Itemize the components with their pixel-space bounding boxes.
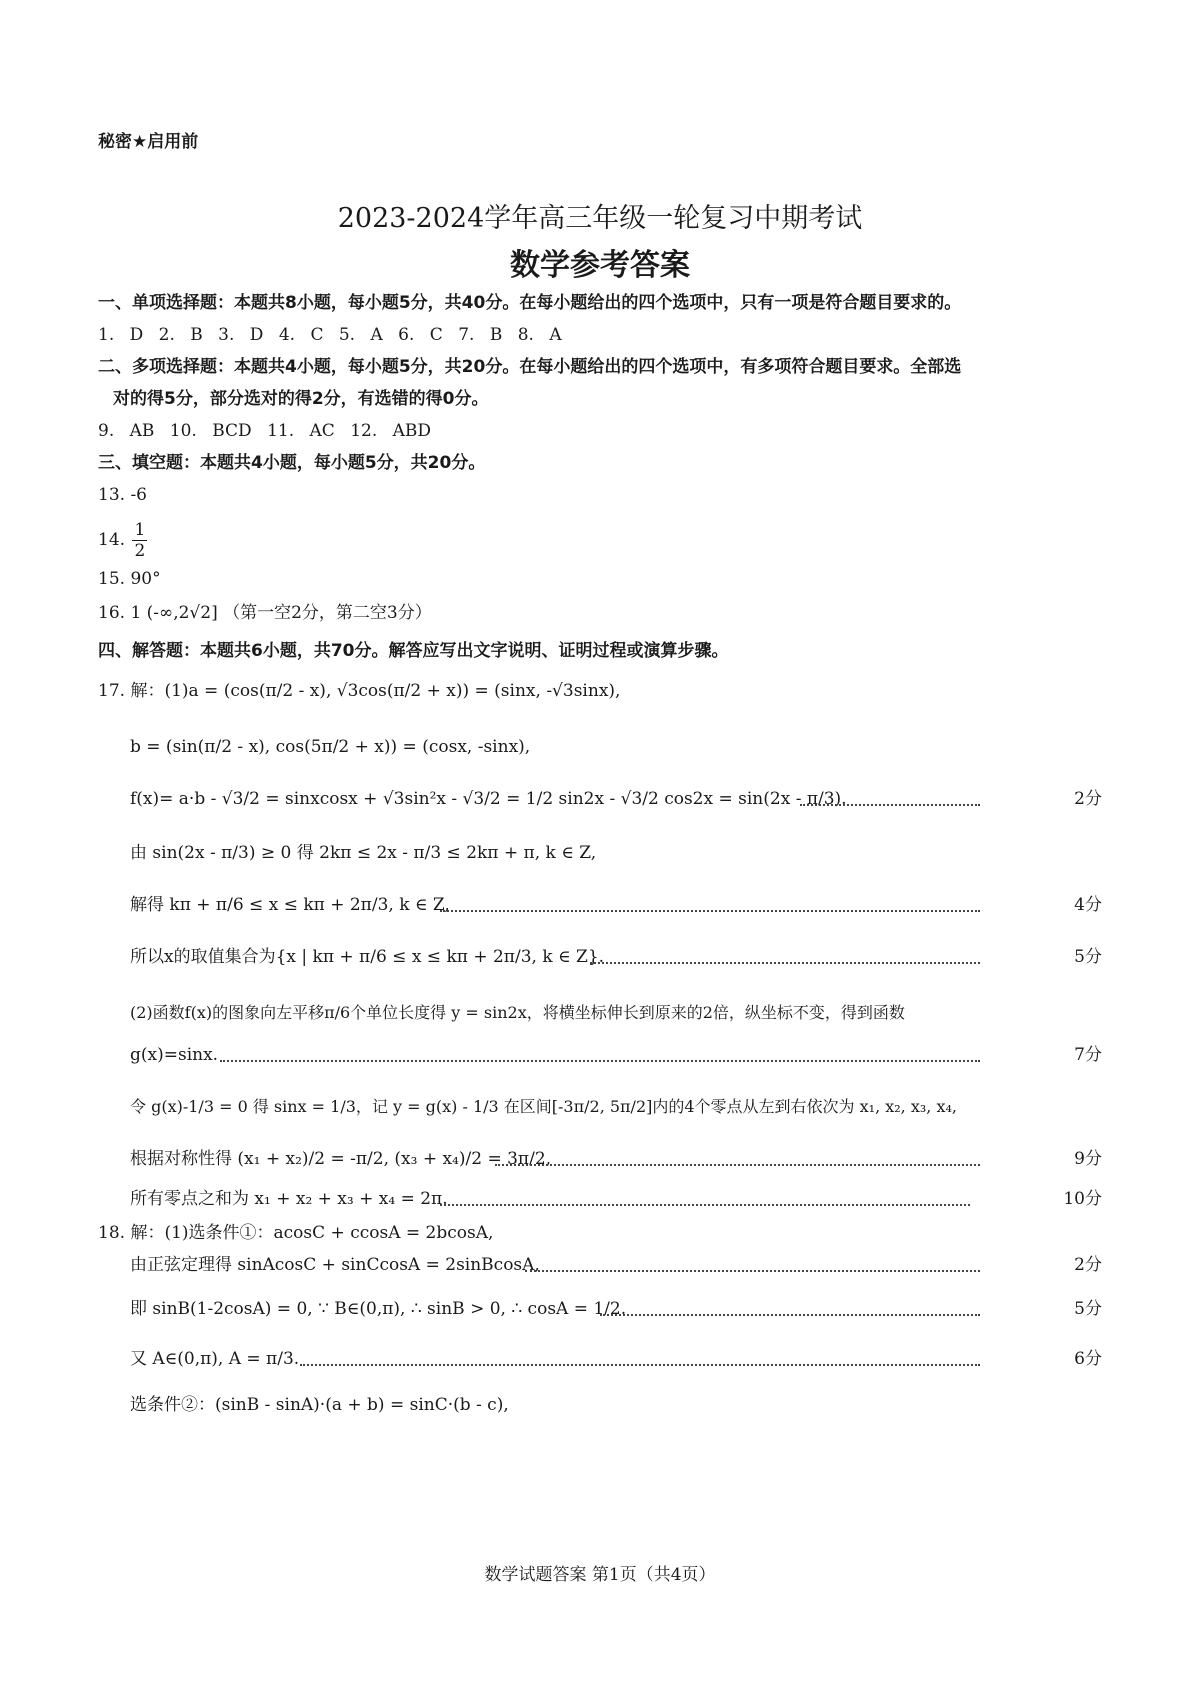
- q17-line-10: 根据对称性得 (x₁ + x₂)/2 = -π/2, (x₃ + x₄)/2 = 3π/2,: [130, 1149, 552, 1169]
- exam-title: 2023-2024学年高三年级一轮复习中期考试: [337, 203, 863, 234]
- leader-dots: [600, 1314, 980, 1316]
- score-18-6: 6分: [1074, 1349, 1102, 1369]
- answer-13: 13. -6: [98, 485, 147, 505]
- leader-dots: [220, 1060, 980, 1062]
- score-9: 9分: [1074, 1149, 1102, 1169]
- q18-line-5: 选条件②：(sinB - sinA)·(a + b) = sinC·(b - c),: [130, 1395, 509, 1415]
- score-5: 5分: [1074, 947, 1102, 967]
- answer-16: 16. 1 (-∞,2√2] （第一空2分，第二空3分）: [98, 603, 432, 623]
- answer-14-number: 14.: [98, 530, 126, 550]
- q17-line-6: 所以x的取值集合为{x | kπ + π/6 ≤ x ≤ kπ + 2π/3, k ∈ Z}.: [130, 947, 605, 967]
- q17-line-3: f(x)= a·b - √3/2 = sinxcosx + √3sin²x - √3/2 = 1/2 sin2x - √3/2 cos2x = sin(2x - π/3).: [130, 789, 847, 809]
- leader-dots: [590, 962, 980, 964]
- section-4-heading: 四、解答题：本题共6小题，共70分。解答应写出文字说明、证明过程或演算步骤。: [98, 641, 729, 661]
- q17-line-7: (2)函数f(x)的图象向左平移π/6个单位长度得 y = sin2x，将横坐标伸长到原来的2倍，纵坐标不变，得到函数: [130, 1003, 905, 1022]
- confidential-mark: 秘密★启用前: [98, 132, 199, 152]
- answer-14: [98, 520, 149, 561]
- answer-15: 15. 90°: [98, 569, 161, 589]
- section-2-answers: 9. AB 10. BCD 11. AC 12. ABD: [98, 421, 432, 441]
- section-2-heading: 二、多项选择题：本题共4小题，每小题5分，共20分。在每小题给出的四个选项中，有多项符合题目要求。全部选: [98, 357, 962, 377]
- q17-line-2: b = (sin(π/2 - x), cos(5π/2 + x)) = (cosx, -sinx),: [130, 737, 531, 757]
- q17-line-4: 由 sin(2x - π/3) ≥ 0 得 2kπ ≤ 2x - π/3 ≤ 2kπ + π, k ∈ Z,: [130, 843, 597, 863]
- q18-line-1: 18. 解：(1)选条件①：acosC + ccosA = 2bcosA,: [98, 1223, 494, 1243]
- score-10: 10分: [1063, 1189, 1102, 1209]
- q18-line-4: 又 A∈(0,π), A = π/3.: [130, 1349, 300, 1369]
- page-footer: 数学试题答案 第1页（共4页）: [484, 1565, 716, 1585]
- score-7: 7分: [1074, 1045, 1102, 1065]
- section-1-heading: [98, 290, 961, 316]
- leader-dots: [495, 1164, 980, 1166]
- q17-line-9: 令 g(x)-1/3 = 0 得 sinx = 1/3，记 y = g(x) - 1/3 在区间[-3π/2, 5π/2]内的4个零点从左到右依次为 x₁, x₂, x₃, x₄,: [130, 1097, 957, 1116]
- leader-dots: [300, 1364, 980, 1366]
- leader-dots: [525, 1270, 980, 1272]
- score-18-5: 5分: [1074, 1299, 1102, 1319]
- score-4: 4分: [1074, 895, 1102, 915]
- section-1-text: 一、单项选择题：本题共8小题，每小题5分，共40分。在每小题给出的四个选项中，只有一项是符合题目要求的。: [98, 293, 962, 313]
- section-3-heading: 三、填空题：本题共4小题，每小题5分，共20分。: [98, 453, 486, 473]
- section-2-heading-cont: 对的得5分，部分选对的得2分，有选错的得0分。: [113, 389, 489, 409]
- q17-line-1: 17. 解：(1)a = (cos(π/2 - x), √3cos(π/2 + x)) = (sinx, -√3sinx),: [98, 681, 621, 701]
- section-1-answers: 1. D 2. B 3. D 4. C 5. A 6. C 7. B 8. A: [98, 325, 562, 345]
- answer-14-fraction: $\frac{1}{2}$: [134, 520, 146, 561]
- q17-line-5: 解得 kπ + π/6 ≤ x ≤ kπ + 2π/3, k ∈ Z,: [130, 895, 450, 915]
- q18-line-3: 即 sinB(1-2cosA) = 0, ∵ B∈(0,π), ∴ sinB > 0, ∴ cosA = 1/2.: [130, 1299, 627, 1319]
- leader-dots: [440, 910, 980, 912]
- score-18-2: 2分: [1074, 1255, 1102, 1275]
- page-title: 数学参考答案: [510, 248, 690, 283]
- leader-dots: [440, 1204, 970, 1206]
- q17-line-11: 所有零点之和为 x₁ + x₂ + x₃ + x₄ = 2π.: [130, 1189, 448, 1209]
- leader-dots: [800, 804, 980, 806]
- q17-line-8: g(x)=sinx.: [130, 1045, 219, 1065]
- score-2: 2分: [1074, 789, 1102, 809]
- q18-line-2: 由正弦定理得 sinAcosC + sinCcosA = 2sinBcosA,: [130, 1255, 540, 1275]
